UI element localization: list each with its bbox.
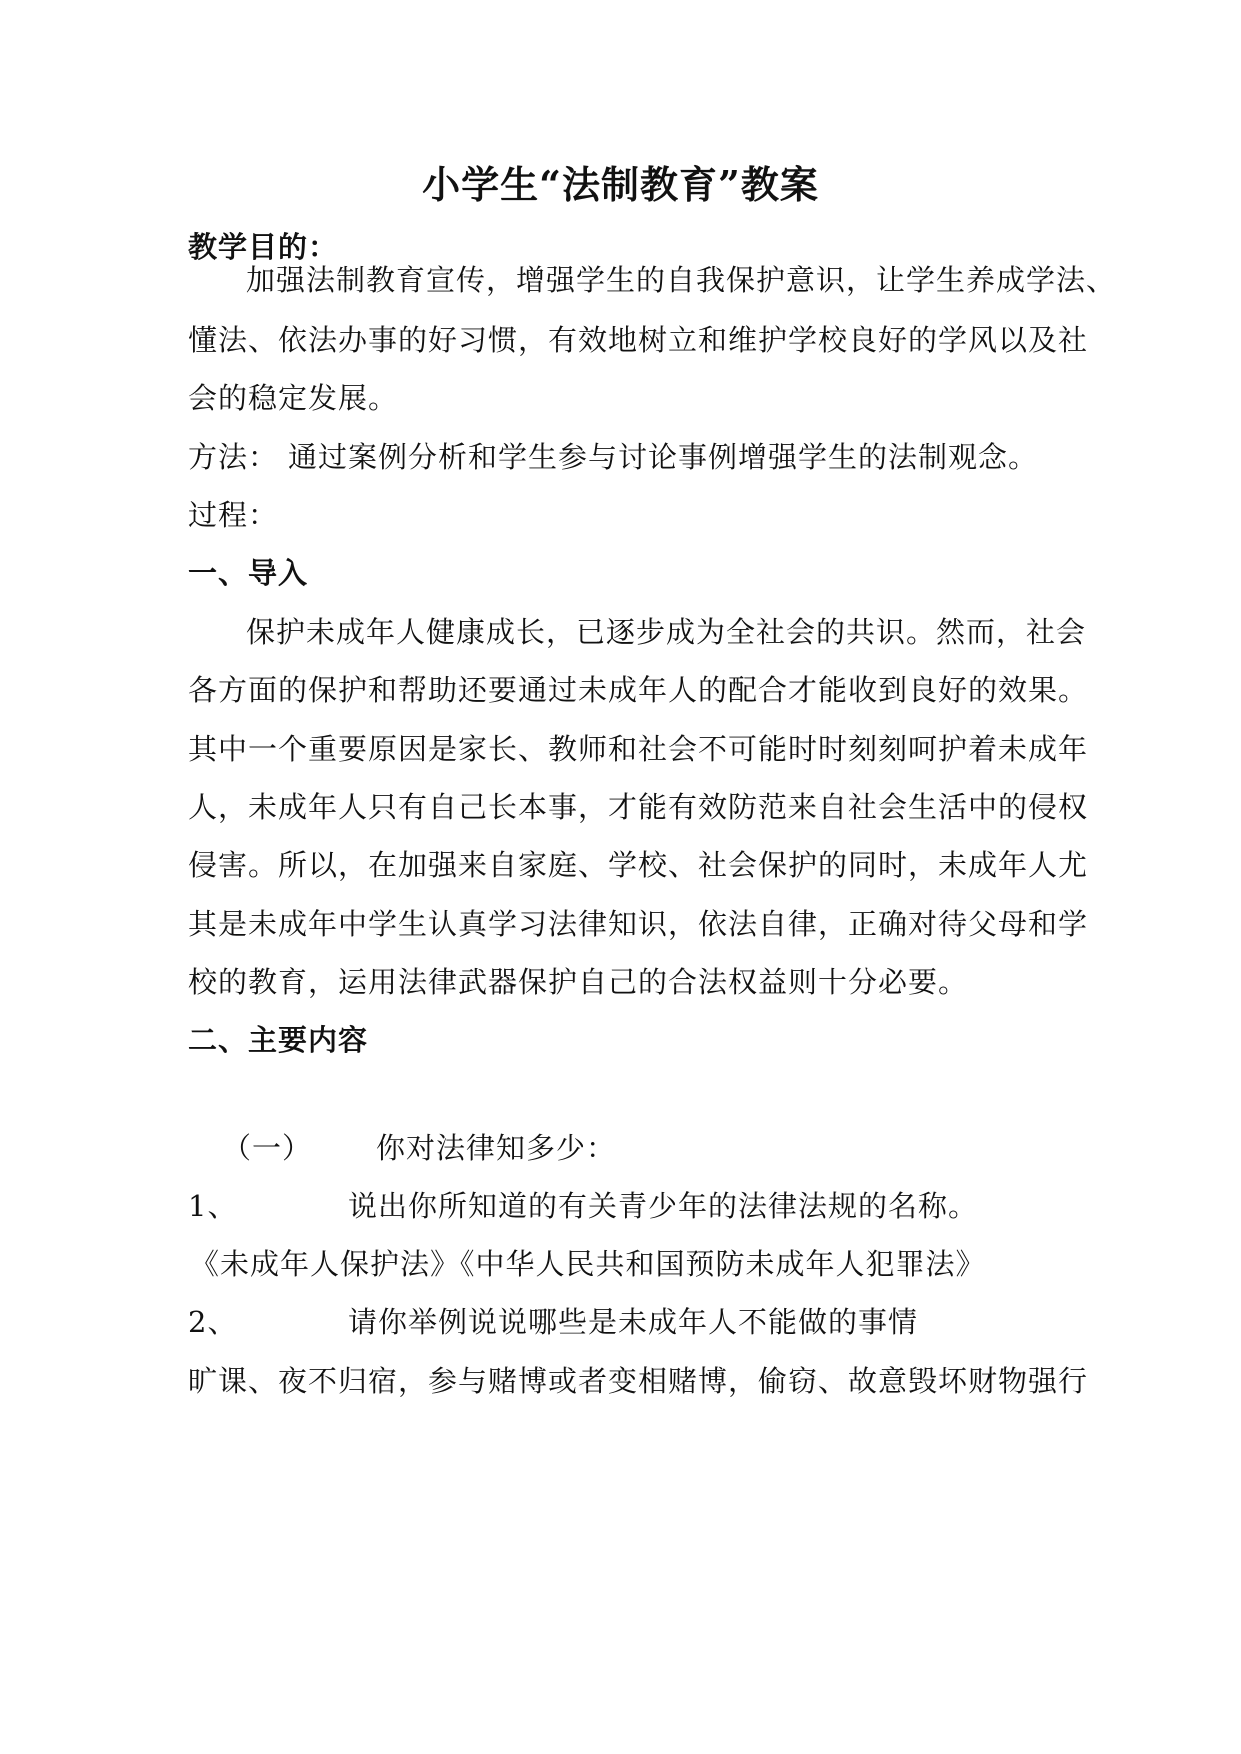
method-text: 通过案例分析和学生参与讨论事例增强学生的法制观念。 — [288, 440, 1039, 474]
section1-line-6: 其是未成年中学生认真学习法律知识，依法自律，正确对待父母和学 — [188, 907, 1089, 941]
section1-line-2: 各方面的保护和帮助还要通过未成年人的配合才能收到良好的效果。 — [188, 673, 1089, 707]
purpose-line-2: 懂法、依法办事的好习惯，有效地树立和维护学校良好的学风以及社 — [188, 323, 1089, 357]
section2-heading: 二、主要内容 — [188, 1023, 369, 1057]
purpose-line-1: 加强法制教育宣传，增强学生的自我保护意识，让学生养成学法、 — [246, 263, 1117, 297]
subsection1-text: 你对法律知多少： — [376, 1131, 617, 1165]
question2-text: 请你举例说说哪些是未成年人不能做的事情 — [348, 1305, 919, 1339]
purpose-line-3: 会的稳定发展。 — [188, 381, 399, 415]
question1-number: 1、 — [188, 1189, 238, 1223]
section1-line-4: 人，未成年人只有自己长本事，才能有效防范来自社会生活中的侵权 — [188, 790, 1089, 824]
section1-line-1: 保护未成年人健康成长，已逐步成为全社会的共识。然而，社会 — [246, 615, 1087, 649]
subsection1-label: （一） — [222, 1131, 313, 1165]
question2-number: 2、 — [188, 1305, 238, 1339]
section1-line-3: 其中一个重要原因是家长、教师和社会不可能时时刻刻呵护着未成年 — [188, 732, 1089, 766]
question2-answer: 旷课、夜不归宿，参与赌博或者变相赌博，偷窃、故意毁坏财物强行 — [188, 1364, 1089, 1398]
question1-answer: 《未成年人保护法》《中华人民共和国预防未成年人犯罪法》 — [190, 1247, 986, 1281]
section1-line-7: 校的教育，运用法律武器保护自己的合法权益则十分必要。 — [188, 965, 969, 999]
process-label: 过程： — [188, 498, 279, 532]
section1-line-5: 侵害。所以，在加强来自家庭、学校、社会保护的同时，未成年人尤 — [188, 848, 1089, 882]
document-title: 小学生“法制教育”教案 — [422, 162, 819, 207]
purpose-heading: 教学目的： — [188, 230, 339, 264]
question1-text: 说出你所知道的有关青少年的法律法规的名称。 — [348, 1189, 979, 1223]
section1-heading: 一、导入 — [188, 556, 309, 590]
method-label: 方法： — [188, 440, 279, 474]
